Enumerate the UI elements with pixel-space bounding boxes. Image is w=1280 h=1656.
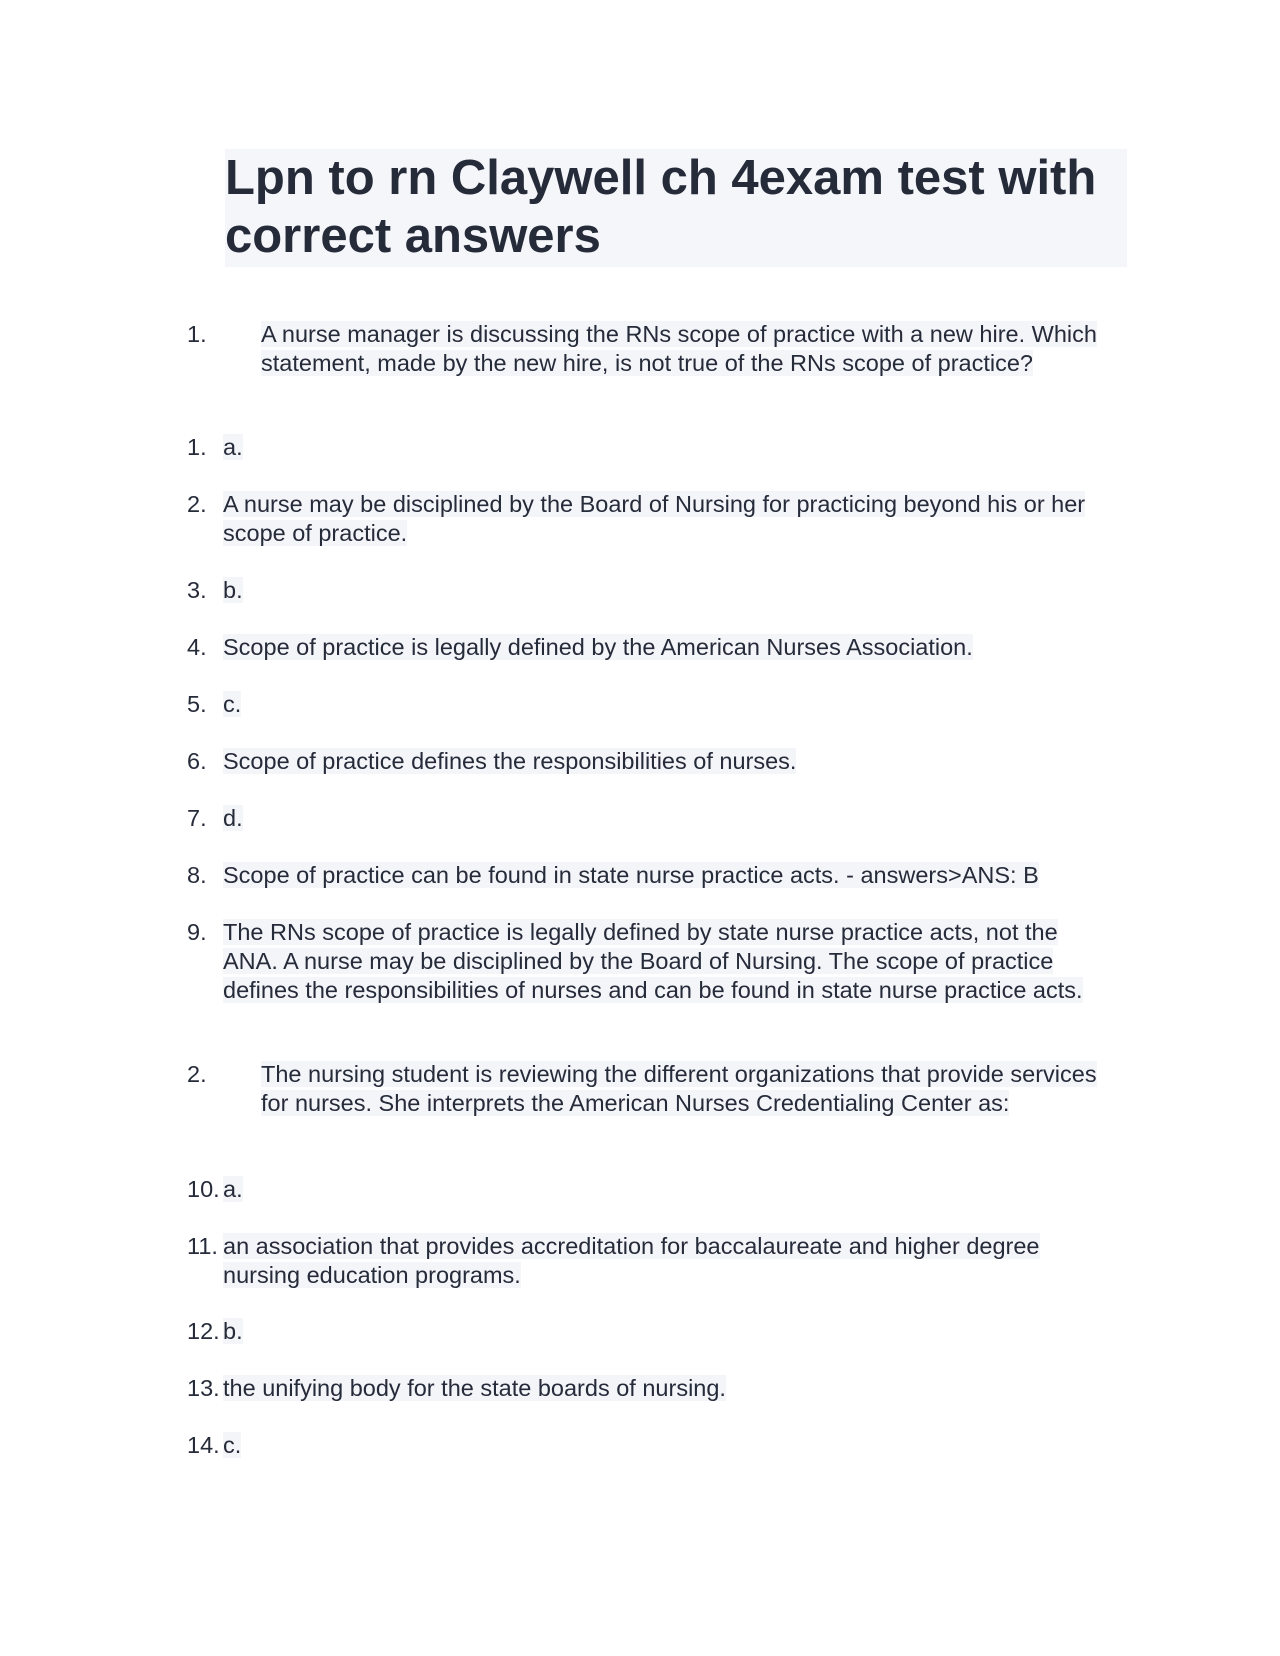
- list-item-text: Scope of practice can be found in state nurse practice acts. - answers>ANS: B: [223, 862, 1039, 888]
- page-title: Lpn to rn Claywell ch 4exam test with correct answers: [225, 149, 1127, 267]
- list-item-text: an association that provides accreditation for baccalaureate and higher degree nursing education programs.: [223, 1233, 1040, 1288]
- list-item-text: a.: [223, 434, 243, 460]
- list-item-text: The RNs scope of practice is legally defined by state nurse practice acts, not the ANA. A nurse may be disciplined by the Board of Nursing. The scope of practice defines the responsibilities of nurses and can be found in state nurse practice acts.: [223, 919, 1083, 1003]
- list-item-number: 8.: [187, 862, 207, 888]
- list-item-text: a.: [223, 1176, 243, 1202]
- list-item-number: 4.: [187, 634, 207, 660]
- list-item-number: 6.: [187, 748, 207, 774]
- question-number: 2.: [187, 1061, 207, 1087]
- list-item-text: b.: [223, 577, 243, 603]
- list-item-number: 1.: [187, 434, 207, 460]
- list-item-number: 10.: [187, 1176, 220, 1202]
- list-item-number: 11.: [187, 1233, 218, 1259]
- question-text: A nurse manager is discussing the RNs scope of practice with a new hire. Which statement, made by the new hire, is not true of the RNs scope of practice?: [261, 321, 1097, 376]
- question-text: The nursing student is reviewing the different organizations that provide services for nurses. She interprets the American Nurses Credentialing Center as:: [261, 1061, 1097, 1116]
- list-item-number: 7.: [187, 805, 207, 831]
- question-number: 1.: [187, 321, 207, 347]
- list-item-number: 3.: [187, 577, 207, 603]
- list-item-number: 13.: [187, 1375, 220, 1401]
- list-item-number: 14.: [187, 1432, 220, 1458]
- list-item-number: 12.: [187, 1318, 220, 1344]
- list-item-number: 5.: [187, 691, 207, 717]
- list-item-text: b.: [223, 1318, 243, 1344]
- list-item-text: A nurse may be disciplined by the Board of Nursing for practicing beyond his or her scope of practice.: [223, 491, 1086, 546]
- list-item-text: c.: [223, 691, 242, 717]
- list-item-text: Scope of practice defines the responsibilities of nurses.: [223, 748, 797, 774]
- list-item-text: Scope of practice is legally defined by the American Nurses Association.: [223, 634, 973, 660]
- list-item-text: d.: [223, 805, 243, 831]
- list-item-number: 9.: [187, 919, 207, 945]
- list-item-text: c.: [223, 1432, 242, 1458]
- list-item-text: the unifying body for the state boards of nursing.: [223, 1375, 726, 1401]
- list-item-number: 2.: [187, 491, 207, 517]
